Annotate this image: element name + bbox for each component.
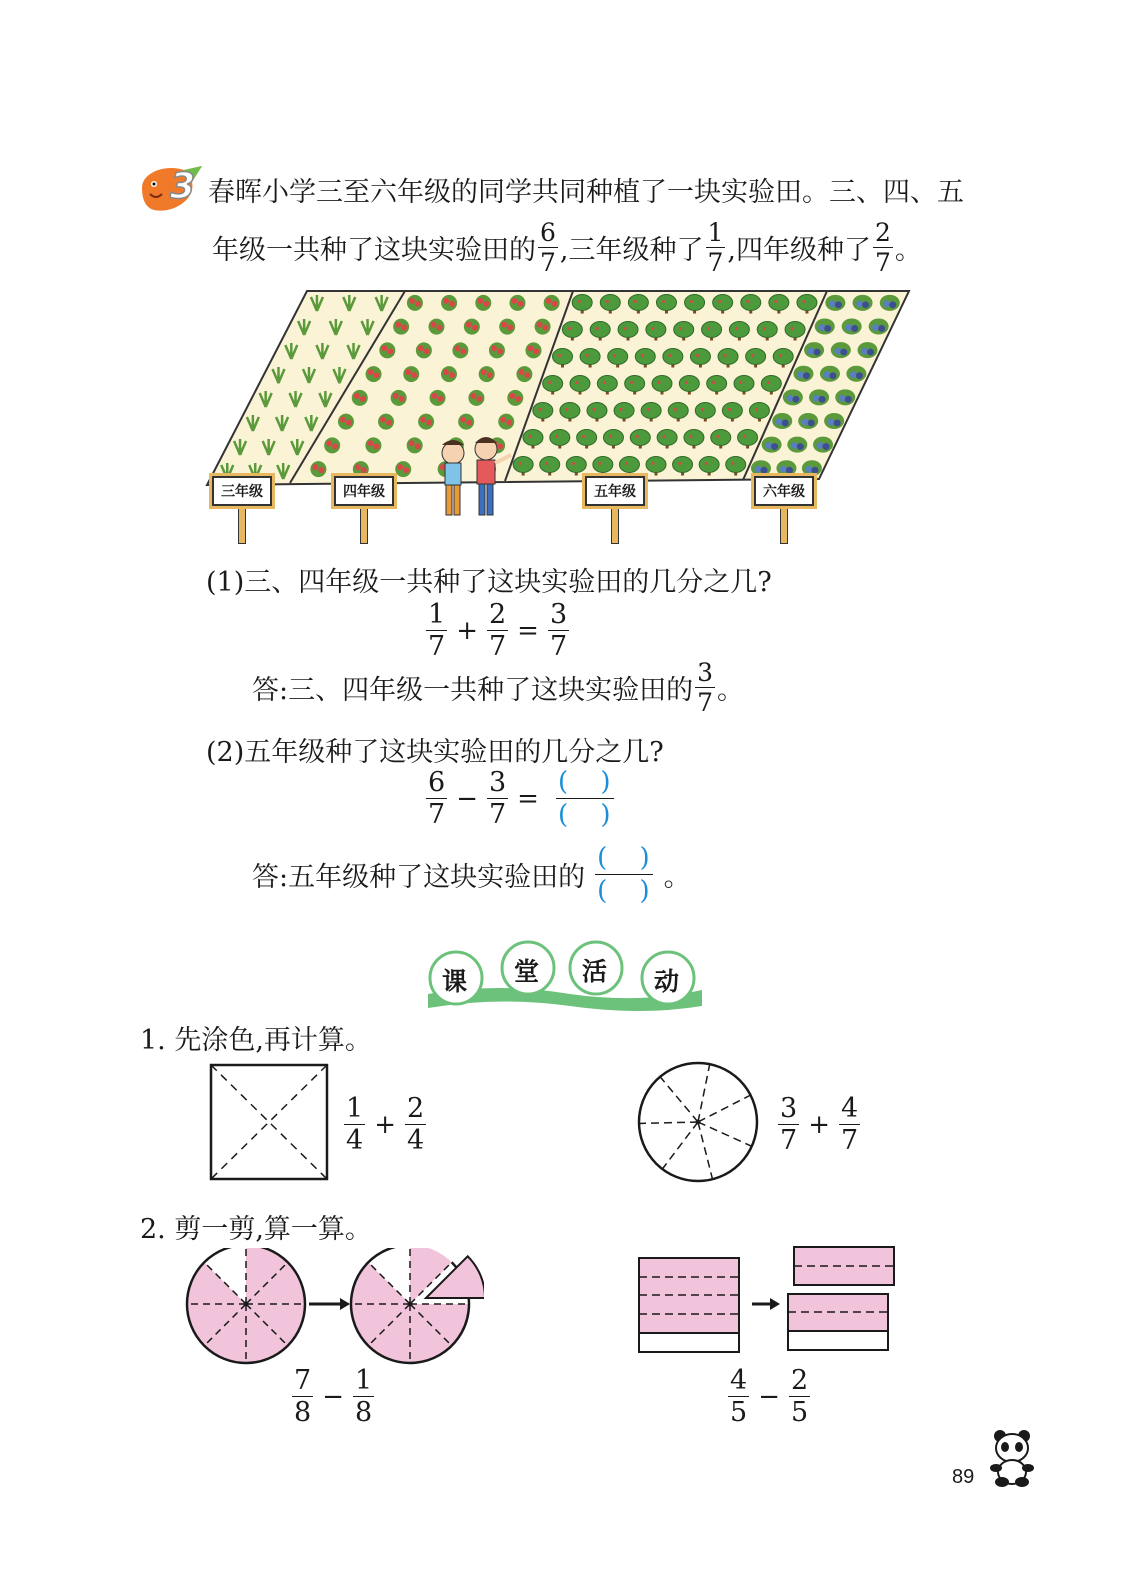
total-fraction: $\frac{6}{7}$ bbox=[540, 217, 556, 277]
problem-number-badge bbox=[136, 160, 206, 216]
sign-grade4: 四年级 bbox=[334, 476, 394, 544]
exercise1-circle-figure bbox=[636, 1060, 760, 1188]
classroom-activity-banner: 课 堂 活 动 bbox=[420, 938, 710, 1016]
exercise2-rectangle-cut-figure bbox=[636, 1244, 900, 1360]
grade3-fraction: $\frac{1}{7}$ bbox=[707, 217, 724, 277]
exercise1-square-figure bbox=[208, 1062, 330, 1186]
sign-grade5: 五年级 bbox=[585, 476, 645, 544]
question1-equation: $\frac{1}{7}$ + $\frac{2}{7}$ = $\frac{3}{7}$ bbox=[428, 599, 568, 662]
question2-answer: 答:五年级种了这块实验田的 $\frac{( )}{( )}$ 。 bbox=[252, 842, 691, 906]
exercise1-left-expression: $\frac{1}{4}$ + $\frac{2}{4}$ bbox=[346, 1093, 425, 1156]
question1-text: (1)三、四年级一共种了这块实验田的几分之几? bbox=[206, 567, 772, 598]
problem-line-1: 春晖小学三至六年级的同学共同种植了一块实验田。三、四、五 bbox=[208, 177, 964, 208]
grade4-fraction: $\frac{2}{7}$ bbox=[875, 217, 891, 277]
answer-blank-fraction[interactable]: $\frac{( )}{( )}$ bbox=[557, 767, 623, 830]
sign-grade3: 三年级 bbox=[212, 476, 272, 544]
answer-blank-fraction-2[interactable]: $\frac{( )}{( )}$ bbox=[597, 842, 662, 906]
exercise2-right-expression: $\frac{4}{5}$ − $\frac{2}{5}$ bbox=[730, 1365, 809, 1428]
exercise2-label: 2. 剪一剪,算一算。 bbox=[140, 1214, 372, 1245]
problem-line-2: 年级一共种了这块实验田的 $\frac{6}{7}$ ,三年级种了 $\frac{1}{7}$ ,四年级种了 $\frac{2}{7}$ 。 bbox=[212, 217, 922, 277]
exercise2-circle-cut-figure bbox=[184, 1248, 484, 1378]
sign-grade6: 六年级 bbox=[754, 476, 814, 544]
exercise2-left-expression: $\frac{7}{8}$ − $\frac{1}{8}$ bbox=[294, 1365, 373, 1428]
page-number: 89 bbox=[952, 1466, 975, 1488]
problem-number: 3 bbox=[170, 166, 196, 207]
panda-mascot-icon bbox=[986, 1428, 1038, 1492]
exercise1-right-expression: $\frac{3}{7}$ + $\frac{4}{7}$ bbox=[780, 1093, 859, 1156]
question2-text: (2)五年级种了这块实验田的几分之几? bbox=[206, 737, 664, 768]
question1-answer: 答:三、四年级一共种了这块实验田的 $\frac{3}{7}$ 。 bbox=[252, 657, 745, 717]
question2-equation: $\frac{6}{7}$ − $\frac{3}{7}$ = $\frac{( )}{( )}$ bbox=[428, 767, 623, 830]
exercise1-label: 1. 先涂色,再计算。 bbox=[140, 1025, 372, 1056]
